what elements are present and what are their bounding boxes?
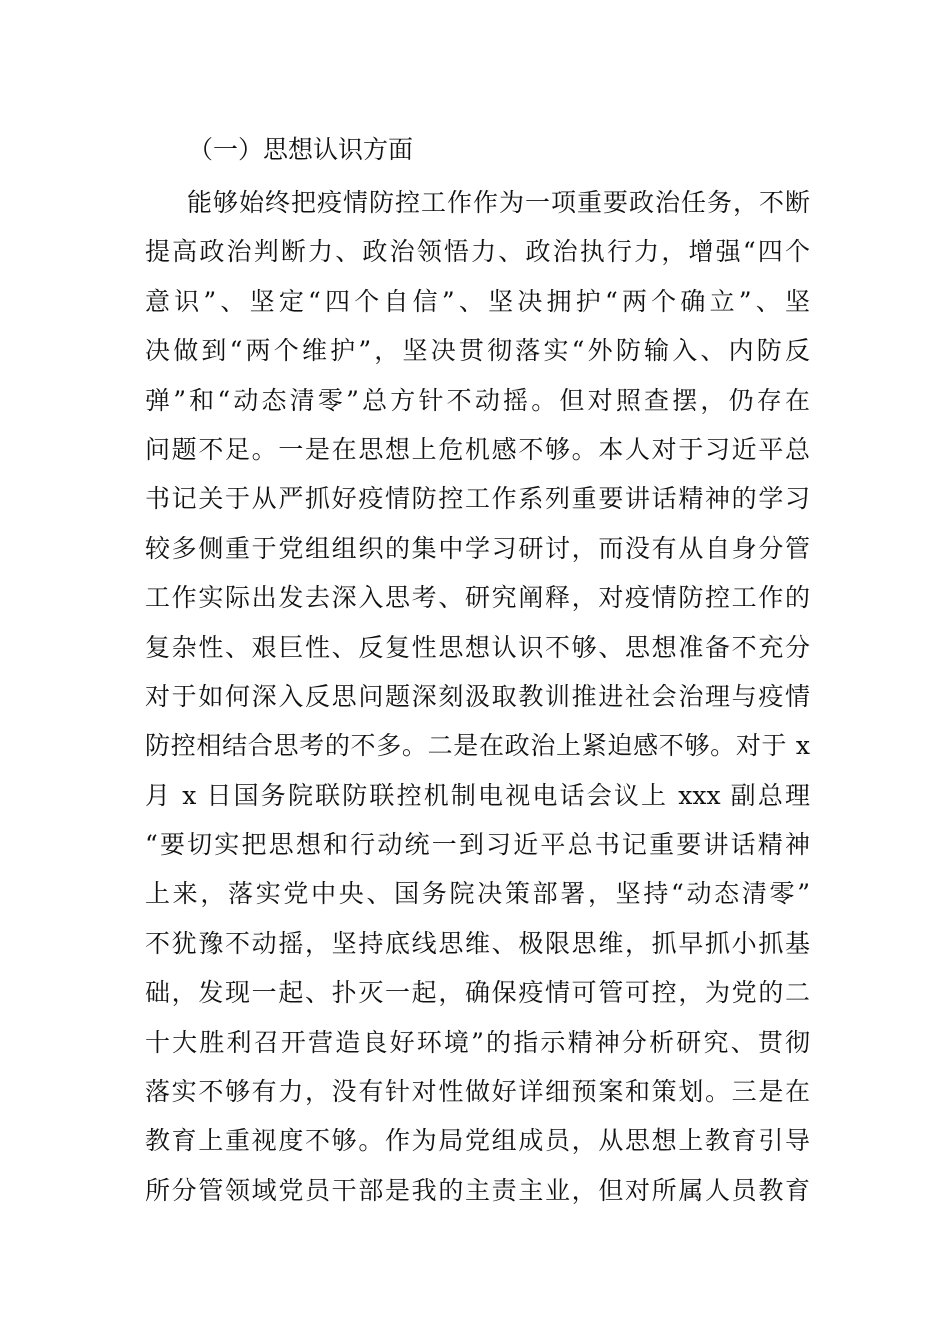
paragraph-line: 书记关于从严抓好疫情防控工作系列重要讲话精神的学习 — [145, 484, 810, 514]
paragraph-line: 意识”、坚定“四个自信”、坚决拥护“两个确立”、坚 — [145, 286, 810, 316]
paragraph-line: 月 x 日国务院联防联控机制电视电话会议上 xxx 副总理 — [145, 780, 810, 810]
paragraph-line: 提高政治判断力、政治领悟力、政治执行力，增强“四个 — [145, 237, 810, 267]
paragraph-line: 所分管领域党员干部是我的主责主业，但对所属人员教育 — [145, 1175, 810, 1205]
body-paragraph — [145, 178, 810, 1215]
paragraph-line: 上来，落实党中央、国务院决策部署，坚持“动态清零” — [145, 879, 810, 909]
paragraph-line: 落实不够有力，没有针对性做好详细预案和策划。三是在 — [145, 1077, 810, 1107]
paragraph-line: 能够始终把疫情防控工作作为一项重要政治任务，不断 — [187, 188, 810, 217]
paragraph-line: 复杂性、艰巨性、反复性思想认识不够、思想准备不充分 — [145, 632, 810, 662]
paragraph-line: 决做到“两个维护”，坚决贯彻落实“外防输入、内防反 — [145, 336, 810, 366]
paragraph-line: 工作实际出发去深入思考、研究阐释，对疫情防控工作的 — [145, 583, 810, 613]
paragraph-line: 对于如何深入反思问题深刻汲取教训推进社会治理与疫情 — [145, 681, 810, 711]
paragraph-line: 教育上重视度不够。作为局党组成员，从思想上教育引导 — [145, 1126, 810, 1156]
paragraph-line: “要切实把思想和行动统一到习近平总书记重要讲话精神 — [145, 830, 810, 860]
paragraph-line: 问题不足。一是在思想上危机感不够。本人对于习近平总 — [145, 434, 810, 464]
paragraph-line: 础，发现一起、扑灭一起，确保疫情可管可控，为党的二 — [145, 978, 810, 1008]
paragraph-line: 较多侧重于党组组织的集中学习研讨，而没有从自身分管 — [145, 533, 810, 563]
paragraph-line: 弹”和“动态清零”总方针不动摇。但对照查摆，仍存在 — [145, 385, 810, 415]
section-heading: （一）思想认识方面 — [188, 135, 414, 164]
paragraph-line: 不犹豫不动摇，坚持底线思维、极限思维，抓早抓小抓基 — [145, 928, 810, 958]
paragraph-line: 防控相结合思考的不多。二是在政治上紧迫感不够。对于 x — [145, 731, 810, 761]
paragraph-line: 十大胜利召开营造良好环境”的指示精神分析研究、贯彻 — [145, 1027, 810, 1057]
